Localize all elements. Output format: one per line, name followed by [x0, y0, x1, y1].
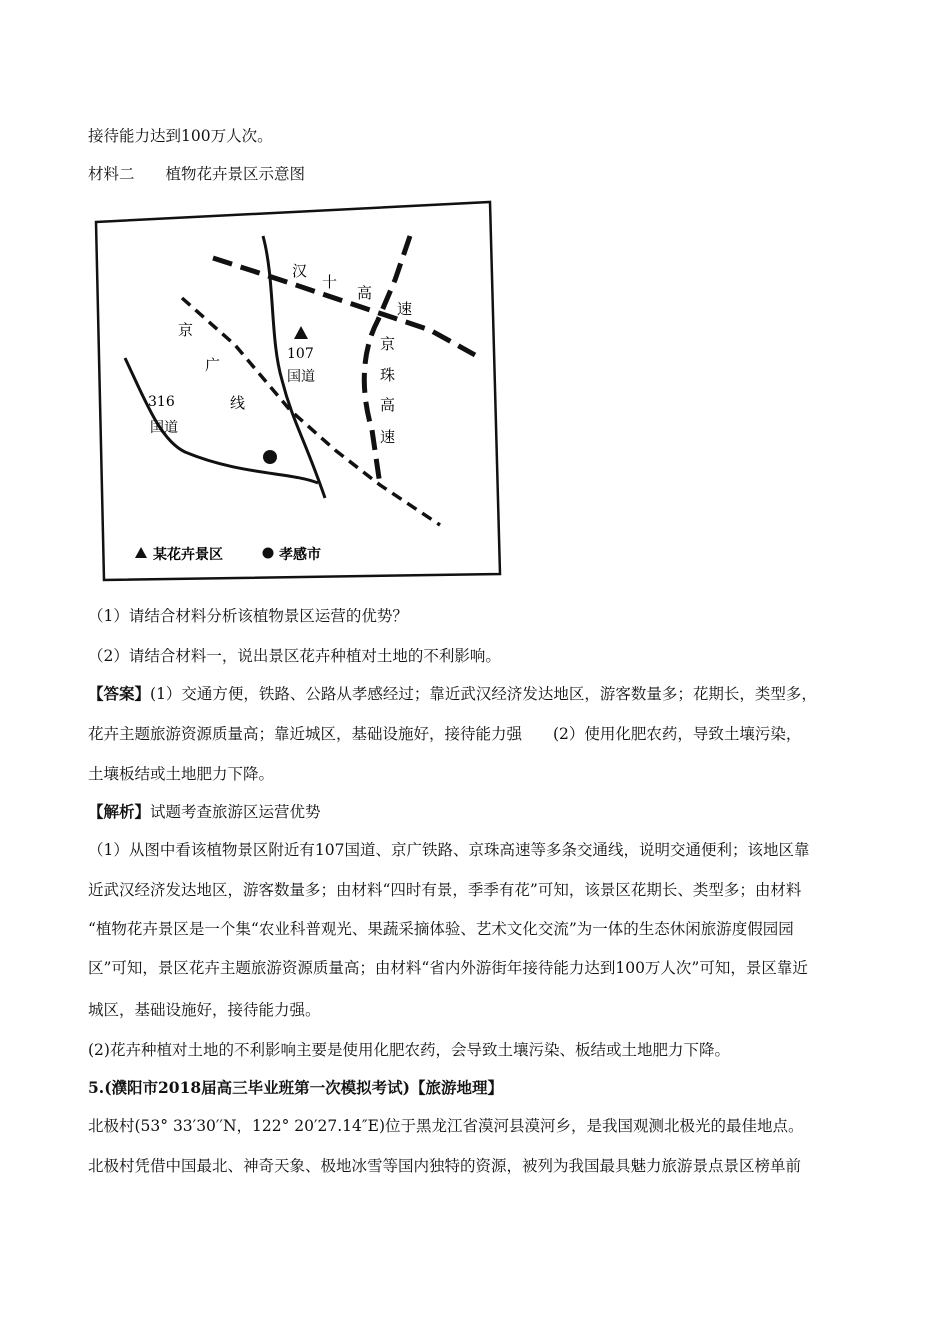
answer-line-2: 花卉主题旅游资源质量高；靠近城区，基础设施好，接待能力强 (2）使用化肥农药，导致土壤污染， [88, 725, 802, 743]
g107-number: 107 [287, 346, 314, 362]
xiaogan-city-marker [263, 450, 277, 464]
analysis-line-3: “植物花卉景区是一个集“农业科普观光、果蔬采摘体验、艺术文化交流”为一体的生态休闲旅游度假园园 [88, 920, 794, 938]
jingzhu-label-1: 京 [380, 335, 396, 353]
question-5-line-2: 北极村凭借中国最北、神奇天象、极地冰雪等国内独特的资源，被列为我国最具魅力旅游景点景区榜单前 [88, 1157, 802, 1175]
question-5-line-1: 北极村(53° 33′30′′N，122° 20′27.14″E)位于黑龙江省漠河县漠河乡，是我国观测北极光的最佳地点。 [88, 1117, 804, 1135]
hanshi-label-3: 高 [357, 284, 373, 302]
analysis-line-4: 区”可知，景区花卉主题旅游资源质量高；由材料“省内外游街年接待能力达到100万人次”可知，景区靠近 [88, 959, 808, 977]
jingguang-railway [182, 298, 440, 525]
answer-line-1 [88, 684, 817, 704]
legend-city-label: 孝感市 [279, 547, 321, 563]
scenic-area-map [0, 190, 950, 590]
hanshi-label-1: 汉 [292, 262, 308, 280]
analysis-line-5: 城区，基础设施好，接待能力强。 [88, 1001, 321, 1019]
question-1: （1）请结合材料分析该植物景区运营的优势？ [88, 607, 408, 625]
jingzhu-expressway [364, 236, 413, 485]
text-line-1: 接待能力达到100万人次。 [88, 127, 273, 145]
analysis-tag: 【解析】 [88, 802, 151, 821]
material-two-caption: 材料二 植物花卉景区示意图 [88, 165, 306, 183]
analysis-line-6: (2)花卉种植对土地的不利影响主要是使用化肥农药，会导致土壤污染、板结或土地肥力下降。 [88, 1041, 730, 1059]
analysis-heading [88, 802, 321, 822]
hanshi-label-4: 速 [397, 300, 413, 318]
jingguang-label-3: 线 [230, 394, 246, 412]
answer-text-1: (1）交通方便，铁路、公路从孝感经过；靠近武汉经济发达地区，游客数量多；花期长，类型多， [150, 685, 817, 703]
legend-triangle-icon [135, 547, 147, 558]
legend-dot-icon [263, 548, 274, 559]
question-2: （2）请结合材料一，说出景区花卉种植对土地的不利影响。 [88, 647, 501, 665]
analysis-title: 试题考查旅游区运营优势 [150, 803, 321, 821]
question-5-tag: 【旅游地理】 [410, 1078, 504, 1097]
g316-label: 国道 [150, 420, 178, 436]
question-5-source: (濮阳市2018届高三毕业班第一次模拟考试) [104, 1078, 410, 1097]
question-5-heading [88, 1078, 503, 1098]
jingguang-label-2: 广 [205, 356, 221, 374]
analysis-line-2: 近武汉经济发达地区，游客数量多；由材料“四时有景，季季有花”可知，该景区花期长、类型多；由材料 [88, 881, 802, 899]
g107-label: 国道 [287, 369, 315, 385]
question-5-number: 5. [88, 1078, 105, 1097]
jingzhu-label-2: 珠 [380, 366, 396, 384]
answer-line-3: 土壤板结或土地肥力下降。 [88, 765, 275, 783]
scenic-area-marker [294, 326, 308, 339]
jingguang-label-1: 京 [178, 321, 194, 339]
analysis-line-1: （1）从图中看该植物景区附近有107国道、京广铁路、京珠高速等多条交通线，说明交通便利；该地区靠 [88, 841, 810, 859]
answer-tag: 【答案】 [88, 684, 151, 703]
jingzhu-label-3: 高 [380, 396, 396, 414]
g316-number: 316 [148, 394, 175, 410]
hanshi-label-2: 十 [322, 273, 338, 291]
hanshi-expressway [213, 258, 475, 355]
legend-scenic-label: 某花卉景区 [153, 547, 223, 563]
jingzhu-label-4: 速 [380, 428, 396, 446]
